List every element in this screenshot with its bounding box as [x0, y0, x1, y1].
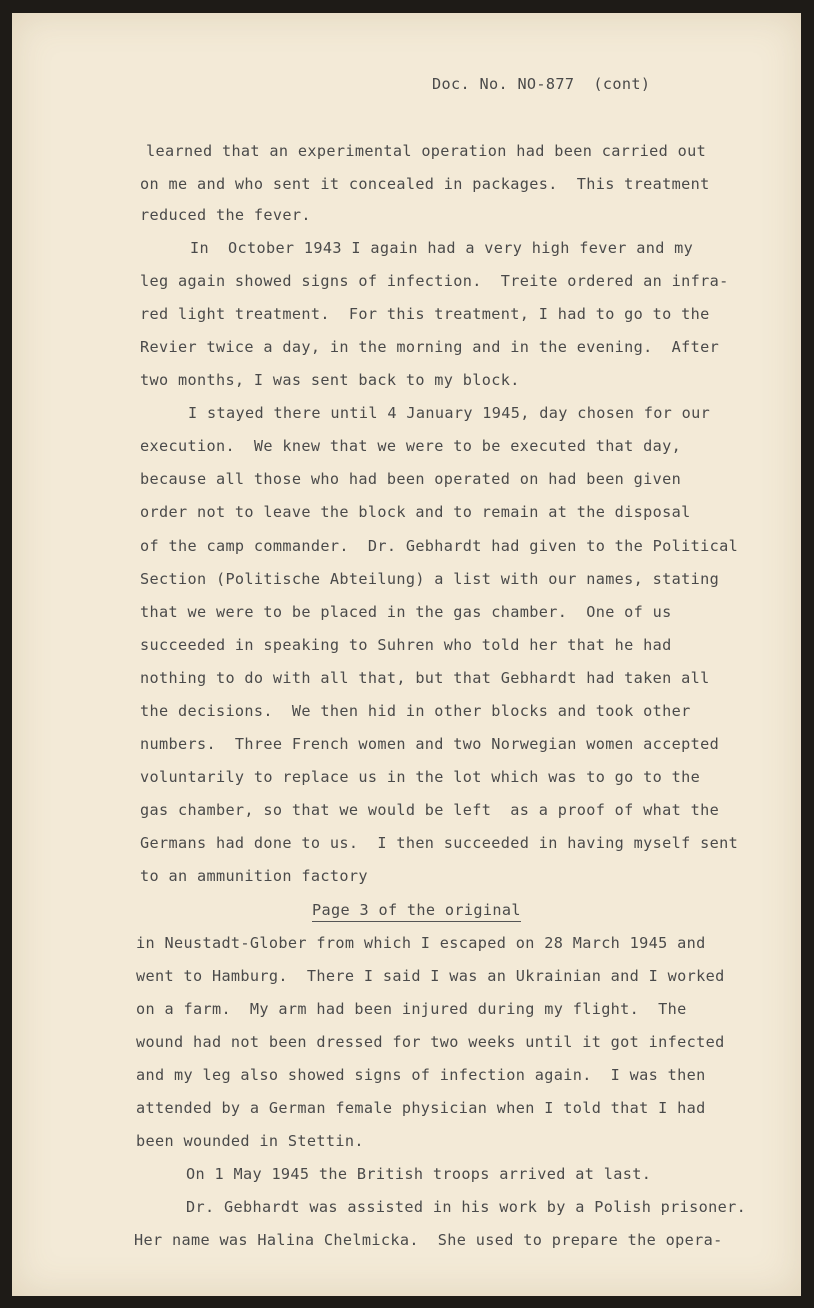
text-line: Dr. Gebhardt was assisted in his work by a Polish prisoner.	[186, 1198, 747, 1216]
page-marker: Page 3 of the original	[312, 900, 521, 922]
text-line: On 1 May 1945 the British troops arrived at last.	[186, 1165, 652, 1183]
text-line: nothing to do with all that, but that Gebhardt had taken all	[140, 669, 710, 687]
text-line: gas chamber, so that we would be left as a proof of what the	[140, 801, 720, 819]
text-line: and my leg also showed signs of infection again. I was then	[136, 1066, 706, 1084]
text-line: I stayed there until 4 January 1945, day chosen for our	[188, 404, 711, 422]
text-line: on a farm. My arm had been injured during my flight. The	[136, 1000, 687, 1018]
text-line: order not to leave the block and to remain at the disposal	[140, 503, 691, 521]
text-line: succeeded in speaking to Suhren who told her that he had	[140, 636, 672, 654]
text-line: Section (Politische Abteilung) a list with our names, stating	[140, 570, 720, 588]
text-line: Revier twice a day, in the morning and in the evening. After	[140, 338, 720, 356]
text-line: execution. We knew that we were to be executed that day,	[140, 437, 682, 455]
text-line: to an ammunition factory	[140, 867, 368, 885]
text-line: leg again showed signs of infection. Treite ordered an infra-	[140, 272, 729, 290]
text-line: learned that an experimental operation had been carried out	[146, 142, 707, 160]
text-line: on me and who sent it concealed in packages. This treatment	[140, 175, 710, 193]
text-line: Her name was Halina Chelmicka. She used to prepare the opera-	[134, 1231, 723, 1249]
text-line: because all those who had been operated on had been given	[140, 470, 682, 488]
text-line: went to Hamburg. There I said I was an Ukrainian and I worked	[136, 967, 725, 985]
text-line: in Neustadt-Glober from which I escaped on 28 March 1945 and	[136, 934, 706, 952]
document-number: Doc. No. NO-877 (cont)	[432, 75, 651, 93]
text-line: of the camp commander. Dr. Gebhardt had given to the Political	[140, 537, 739, 555]
text-line: the decisions. We then hid in other blocks and took other	[140, 702, 691, 720]
text-line: that we were to be placed in the gas chamber. One of us	[140, 603, 672, 621]
text-line: voluntarily to replace us in the lot which was to go to the	[140, 768, 701, 786]
text-line: Germans had done to us. I then succeeded in having myself sent	[140, 834, 739, 852]
text-line: two months, I was sent back to my block.	[140, 371, 520, 389]
text-line: red light treatment. For this treatment, I had to go to the	[140, 305, 710, 323]
text-line: reduced the fever.	[140, 206, 311, 224]
text-line: been wounded in Stettin.	[136, 1132, 364, 1150]
text-line: wound had not been dressed for two weeks until it got infected	[136, 1033, 725, 1051]
text-line: numbers. Three French women and two Norwegian women accepted	[140, 735, 720, 753]
text-line: attended by a German female physician when I told that I had	[136, 1099, 706, 1117]
text-line: In October 1943 I again had a very high fever and my	[190, 239, 694, 257]
